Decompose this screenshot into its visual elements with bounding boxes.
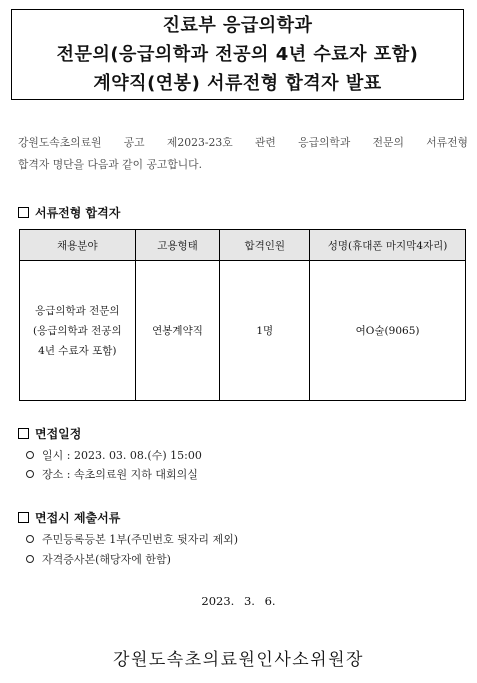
result-table (19, 229, 466, 401)
intro-line-1 (18, 132, 468, 154)
circle-bullet-icon (26, 451, 34, 459)
header-name: 성명(휴대폰 마지막4자리) (310, 230, 466, 261)
square-bullet-icon (18, 512, 29, 523)
interview-heading-text: 면접일정 (35, 427, 82, 441)
documents-item: 주민등록등본 1부(주민번호 뒷자리 제외) (26, 531, 238, 547)
interview-section-heading (18, 425, 81, 442)
intro-word: 제2023-23호 (166, 136, 233, 149)
square-bullet-icon (18, 207, 29, 218)
interview-item: 장소 : 속초의료원 지하 대회의실 (26, 466, 198, 482)
cell-name: 여O술(9065) (310, 261, 466, 401)
signer: 강원도속초의료원인사소위원장 (113, 650, 364, 670)
header-employment-type: 고용형태 (135, 230, 220, 261)
title-box (11, 9, 464, 100)
table-row (20, 261, 466, 401)
header-pass-count: 합격인원 (220, 230, 310, 261)
intro-word: 전문의 (372, 136, 404, 149)
intro-word: 강원도속초의료원 (18, 136, 102, 149)
intro-line-2: 합격자 명단을 다음과 같이 공고합니다. (18, 158, 203, 171)
cell-pass-count: 1명 (220, 261, 310, 401)
circle-bullet-icon (26, 555, 34, 563)
intro-word: 관련 (254, 136, 276, 149)
title-line-1: 진료부 응급의학과 (162, 14, 313, 36)
result-section-heading (18, 204, 120, 221)
intro-word: 응급의학과 (298, 136, 351, 149)
interview-item: 일시 : 2023. 03. 08.(수) 15:00 (26, 447, 202, 463)
intro-paragraph (18, 132, 468, 176)
title-line-3: 계약직(연봉) 서류전형 합격자 발표 (93, 72, 382, 94)
circle-bullet-icon (26, 470, 34, 478)
cell-field: 응급의학과 전문의 (응급의학과 전공의 4년 수료자 포함) (20, 261, 136, 401)
header-field: 채용분야 (20, 230, 136, 261)
circle-bullet-icon (26, 535, 34, 543)
documents-section-heading (18, 509, 120, 526)
announcement-date: 2023. 3. 6. (201, 594, 276, 608)
table-header-row (20, 230, 466, 261)
cell-employment-type: 연봉계약직 (135, 261, 220, 401)
documents-item: 자격증사본(해당자에 한함) (26, 551, 171, 567)
square-bullet-icon (18, 428, 29, 439)
intro-word: 공고 (123, 136, 145, 149)
intro-word: 서류전형 (426, 136, 468, 149)
title-line-2: 전문의(응급의학과 전공의 4년 수료자 포함) (56, 43, 419, 65)
documents-heading-text: 면접시 제출서류 (35, 511, 121, 525)
result-heading-text: 서류전형 합격자 (35, 206, 121, 220)
